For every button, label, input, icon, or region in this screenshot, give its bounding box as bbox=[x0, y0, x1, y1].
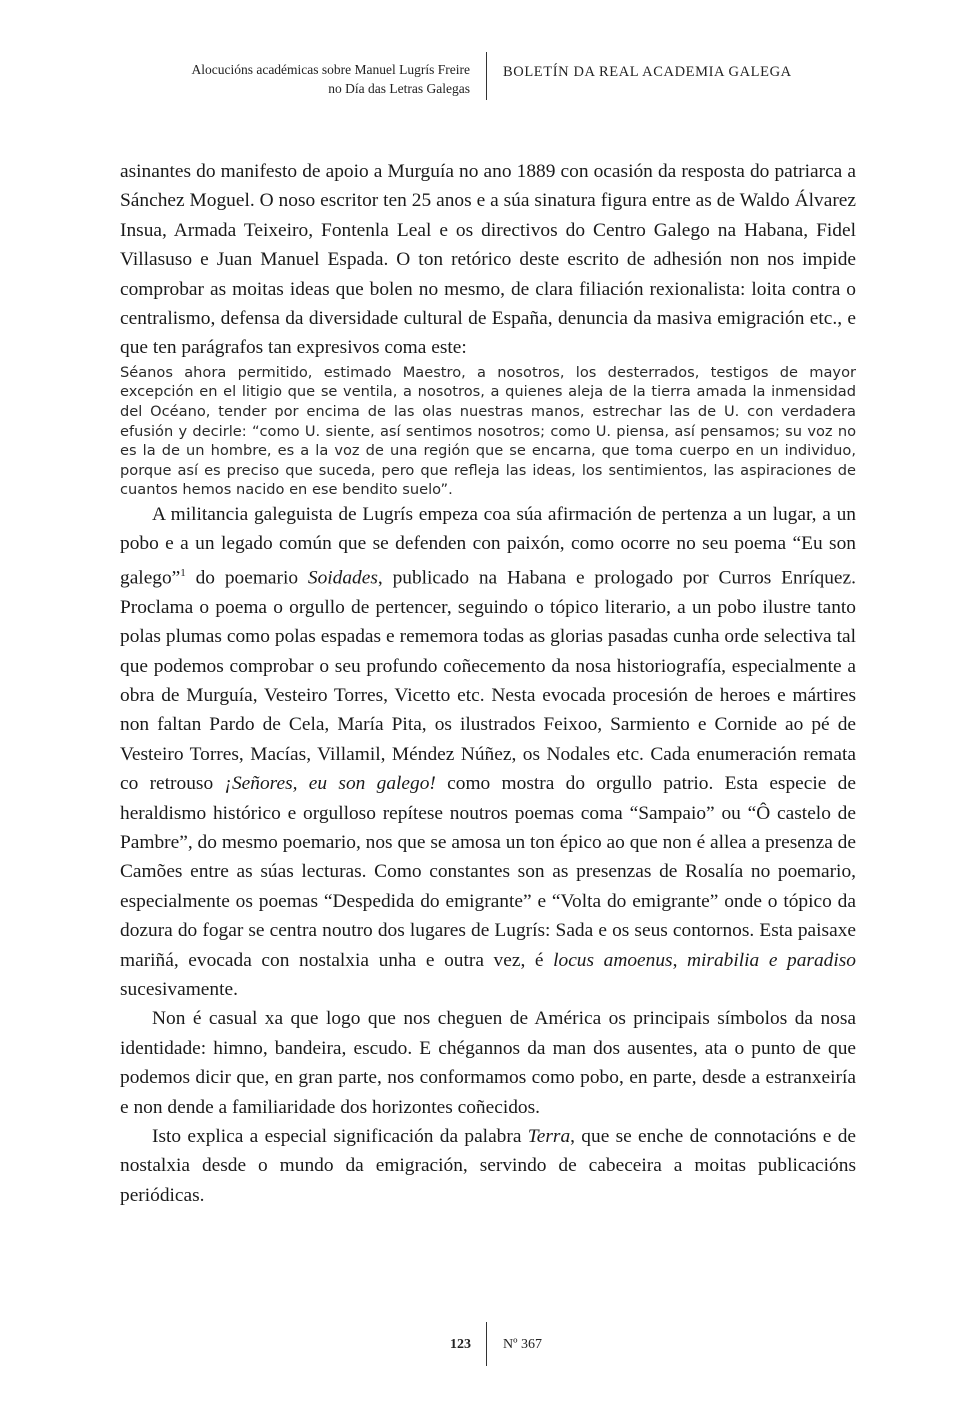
page-number: 123 bbox=[450, 1337, 471, 1352]
p4-text-1: Isto explica a especial significación da palabra bbox=[152, 1126, 528, 1147]
journal-title: BOLETÍN DA REAL ACADEMIA GALEGA bbox=[503, 64, 792, 80]
article-body bbox=[120, 157, 856, 1210]
paragraph-2 bbox=[120, 500, 856, 1004]
word-terra: Terra bbox=[527, 1126, 571, 1147]
p4-text-2: , que se enche de connotacións e de nostalxia desde o mundo da emigración, servindo de cabeceira a moitas publicacións periódicas. bbox=[120, 1126, 856, 1206]
header-divider bbox=[486, 52, 487, 100]
paragraph-1: asinantes do manifesto de apoio a Murguía no ano 1889 con ocasión da resposta do patriarca a Sánchez Moguel. O noso escritor ten 25 anos e a súa sinatura figura entre as de Waldo Álvarez Insua, Armada Teixeiro, Fontenla Leal e os directivos do Centro Galego na Habana, Fidel Villasuso e Juan Manuel Espada. O ton retórico deste escrito de adhesión non nos impide comprobar as moitas ideas que bolen no mesmo, de clara filiación rexionalista: loita contra o centralismo, defensa da diversidade cultural de España, denuncia da masiva emigración etc., e que ten parágrafos tan expresivos coma este: bbox=[120, 161, 856, 359]
paragraph-4 bbox=[120, 1122, 856, 1210]
p2-text-1: A militancia galeguista de Lugrís empeza coa súa afirmación de pertenza a un lugar, a un pobo e a un legado común que se defenden con paixón, como ocorre no seu poema “Eu son galego” bbox=[120, 504, 856, 589]
block-quote: Séanos ahora permitido, estimado Maestro, a nosotros, los desterrados, testigos de mayor excepción en el litigio que se ventila, a nosotros, a quienes aleja de la tierra amada la inmensidad del Océano, tender por encima de las olas nuestras manos, estrechar las de U. con verdadera efusión y decirle: “como U. siente, así sentimos nosotros; como U. piensa, así pensamos; su voz no es la de un hombre, es a la voz de una región que se encarna, que toma cuerpo en un individuo, porque así es preciso que suceda, pero que refleja las ideas, los sentimientos, las aspiraciones de cuantos hemos nacido en ese bendito suelo”. bbox=[120, 363, 856, 499]
running-header-left bbox=[191, 60, 470, 98]
header-subtitle-line1: Alocucións académicas sobre Manuel Lugrís Freire bbox=[191, 62, 470, 77]
footnote-ref[interactable]: 1 bbox=[180, 566, 186, 579]
p2-text-4: como mostra do orgullo patrio. Esta especie de heraldismo histórico e orgulloso repítese noutros poemas coma “Sampaio” ou “Ô castelo de Pambre”, do mesmo poemario, nos que se amosa un ton épico ao que non é allea a presenza de Camões entre as súas lecturas. Como constantes son as presenzas de Rosalía no poemario, especialmente os poemas “Despedida do emigrante” e “Volta do emigrante” onde o tópico da dozura do fogar se centra noutro dos lugares de Lugrís: Sada e os seus contornos. Esta paisaxe mariñá, evocada con nostalxia unha e outra vez, é bbox=[120, 773, 856, 971]
footer-divider bbox=[486, 1322, 487, 1366]
latin-term-2: mirabilia e paradiso bbox=[687, 949, 856, 971]
latin-term-1: locus amoenus bbox=[553, 949, 673, 971]
refrain-italic: ¡Señores, eu son galego! bbox=[224, 773, 436, 795]
issue-number: Nº 367 bbox=[503, 1337, 542, 1352]
p2-text-3: , publicado na Habana e prologado por Curros Enríquez. Proclama o poema o orgullo de pertencer, seguindo o tópico literario, a un pobo ilustre tanto polas plumas como polas espadas e rememora todas as glorias pasadas cunha orde selectiva tal que podemos comprobar o seu profundo coñecemento da nosa historiografía, especialmente a obra de Murguía, Vesteiro Torres, Vicetto etc. Nesta evocada procesión de heroes e mártires non faltan Pardo de Cela, María Pita, os ilustrados Feixoo, Sarmiento e Cornide ao pé de Vesteiro Torres, Macías, Villamil, Méndez Núñez, os Nodales etc. Cada enumeración remata co retrouso bbox=[120, 567, 856, 795]
p2-text-2: do poemario bbox=[185, 567, 308, 589]
p2-text-5: , bbox=[672, 949, 688, 971]
book-title-soidades: Soidades bbox=[307, 567, 378, 589]
header-subtitle-line2: no Día das Letras Galegas bbox=[328, 81, 470, 96]
p2-text-6: sucesivamente. bbox=[120, 978, 238, 1000]
paragraph-3: Non é casual xa que logo que nos cheguen de América os principais símbolos da nosa identidade: himno, bandeira, escudo. E chégannos da man dos ausentes, ata o punto de que podemos dicir que, en gran parte, nos conformamos como pobo, en parte, desde a estranxeiría e non dende a familiaridade dos horizontes coñecidos. bbox=[120, 1008, 856, 1118]
